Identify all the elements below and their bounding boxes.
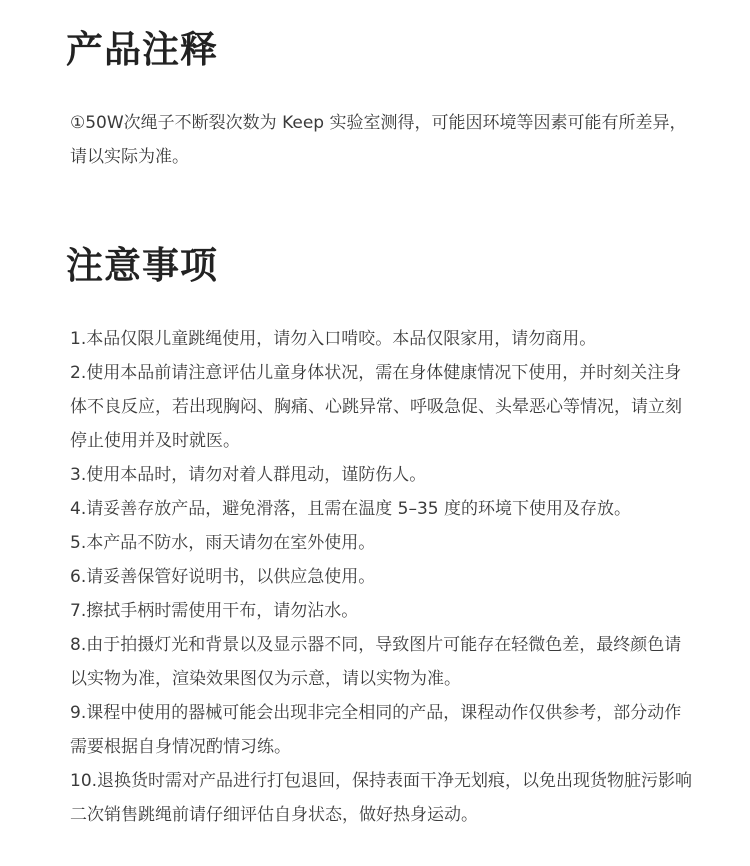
caution-item-4: 4.请妥善存放产品，避免滑落，且需在温度 5–35 度的环境下使用及存放。 (70, 499, 631, 519)
cautions-title: 注意事项 (66, 244, 218, 287)
caution-item-2: 2.使用本品前请注意评估儿童身体状况，需在身体健康情况下使用，并时刻关注身体不良反应，若出现胸闷、胸痛、心跳异常、呼吸急促、头晕恶心等情况，请立刻停止使用并及时就医。 (70, 363, 682, 451)
caution-item-10: 10.退换货时需对产品进行打包退回，保持表面干净无划痕，以免出现货物脏污影响二次销售跳绳前请仔细评估自身状态，做好热身运动。 (70, 771, 693, 825)
product-note-text: ①50W次绳子不断裂次数为 Keep 实验室测得，可能因环境等因素可能有所差异，请以实际为准。 (70, 113, 687, 167)
caution-item-5: 5.本产品不防水，雨天请勿在室外使用。 (70, 533, 376, 553)
caution-item-9: 9.课程中使用的器械可能会出现非完全相同的产品，课程动作仅供参考，部分动作需要根据自身情况酌情习练。 (70, 703, 682, 757)
caution-list (70, 322, 695, 832)
caution-item-3: 3.使用本品时，请勿对着人群甩动，谨防伤人。 (70, 465, 427, 485)
caution-item-7: 7.擦拭手柄时需使用干布，请勿沾水。 (70, 601, 359, 621)
caution-item-8: 8.由于拍摄灯光和背景以及显示器不同，导致图片可能存在轻微色差，最终颜色请以实物为准，渲染效果图仅为示意，请以实物为准。 (70, 635, 682, 689)
product-notes-title: 产品注释 (66, 28, 218, 71)
caution-item-1: 1.本品仅限儿童跳绳使用，请勿入口啃咬。本品仅限家用，请勿商用。 (70, 329, 597, 349)
caution-item-6: 6.请妥善保管好说明书，以供应急使用。 (70, 567, 376, 587)
